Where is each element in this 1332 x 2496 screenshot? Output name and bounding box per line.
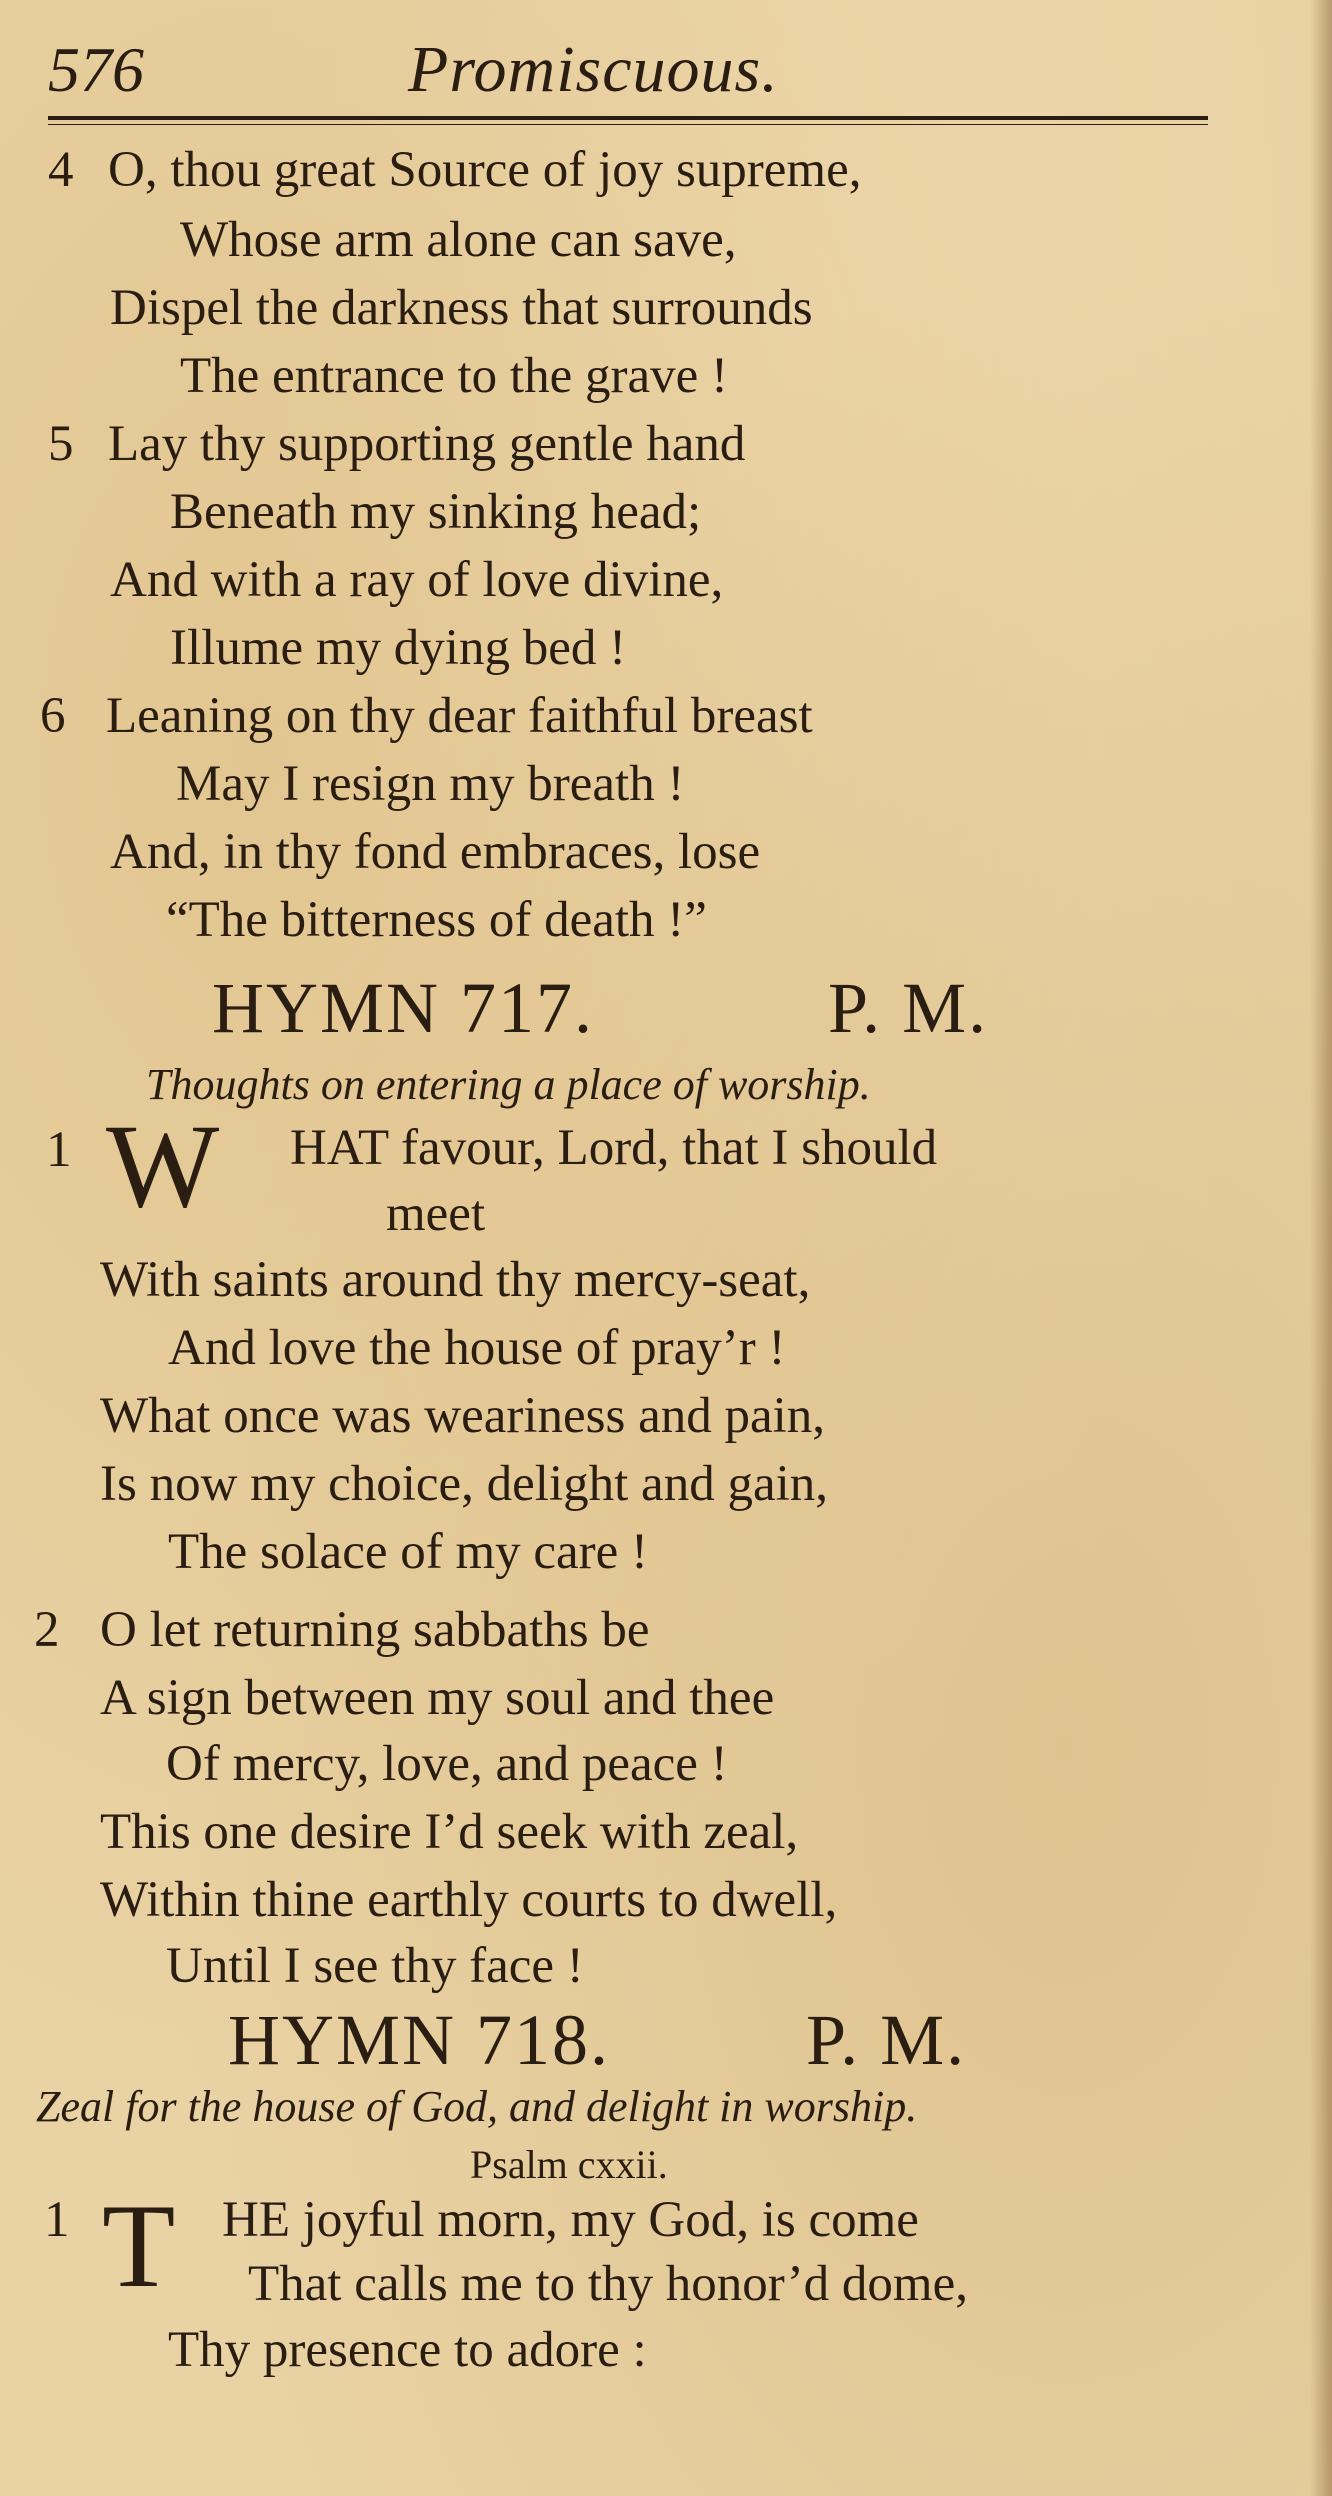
verse-line: That calls me to thy honor’d dome, <box>248 2256 968 2312</box>
hymn-subtitle: Zeal for the house of God, and delight in worship. <box>36 2082 918 2131</box>
verse-number: 1 <box>44 2192 70 2248</box>
verse-line: And with a ray of love divine, <box>110 552 724 608</box>
verse-line: Whose arm alone can save, <box>180 212 737 268</box>
header-rule-thin <box>48 124 1208 125</box>
verse-line: Dispel the darkness that surrounds <box>110 280 813 336</box>
verse-line: Lay thy supporting gentle hand <box>108 416 746 472</box>
verse-line: Until I see thy face ! <box>166 1938 584 1994</box>
verse-number: 1 <box>46 1122 72 1178</box>
verse-number: 2 <box>34 1602 60 1658</box>
verse-line: The solace of my care ! <box>168 1524 648 1580</box>
verse-line: This one desire I’d seek with zeal, <box>100 1804 799 1860</box>
hymn-subtitle: Thoughts on entering a place of worship. <box>146 1060 871 1109</box>
verse-line: The entrance to the grave ! <box>180 348 728 404</box>
verse-line: A sign between my soul and thee <box>100 1670 775 1726</box>
page-header <box>48 22 1208 112</box>
verse-number: 6 <box>40 688 66 744</box>
verse-line: O, thou great Source of joy supreme, <box>108 142 862 198</box>
verse-line: HE joyful morn, my God, is come <box>222 2192 919 2248</box>
hymn-meter: P. M. <box>828 968 989 1048</box>
psalm-reference: Psalm cxxii. <box>470 2142 668 2187</box>
verse-line: May I resign my breath ! <box>176 756 685 812</box>
hymn-meter: P. M. <box>806 2000 967 2080</box>
verse-line: Of mercy, love, and peace ! <box>166 1736 728 1792</box>
verse-line: And love the house of pray’r ! <box>168 1320 786 1376</box>
verse-line: Within thine earthly courts to dwell, <box>100 1872 838 1928</box>
verse-number: 5 <box>48 416 74 472</box>
verse-line: And, in thy fond embraces, lose <box>110 824 761 880</box>
drop-cap: T <box>102 2179 176 2312</box>
verse-line: “The bitterness of death !” <box>166 892 707 948</box>
running-head: Promiscuous. <box>408 33 779 106</box>
page-edge-shadow <box>1310 0 1332 2496</box>
header-rule <box>48 116 1208 120</box>
verse-line: HAT favour, Lord, that I should <box>290 1120 938 1176</box>
verse-line: O let returning sabbaths be <box>100 1602 650 1658</box>
verse-line: What once was weariness and pain, <box>100 1388 826 1444</box>
verse-line: Beneath my sinking head; <box>170 484 702 540</box>
hymn-title: HYMN 718. <box>228 2000 611 2080</box>
verse-line: meet <box>386 1186 486 1242</box>
verse-line: Leaning on thy dear faithful breast <box>106 688 813 744</box>
verse-line: With saints around thy mercy-seat, <box>100 1252 811 1308</box>
hymn-title: HYMN 717. <box>212 968 595 1048</box>
page-number: 576 <box>48 34 144 105</box>
verse-line: Is now my choice, delight and gain, <box>100 1456 828 1512</box>
drop-cap: W <box>106 1099 220 1232</box>
verse-number: 4 <box>48 142 74 198</box>
verse-line: Thy presence to adore : <box>168 2322 647 2378</box>
verse-line: Illume my dying bed ! <box>170 620 627 676</box>
